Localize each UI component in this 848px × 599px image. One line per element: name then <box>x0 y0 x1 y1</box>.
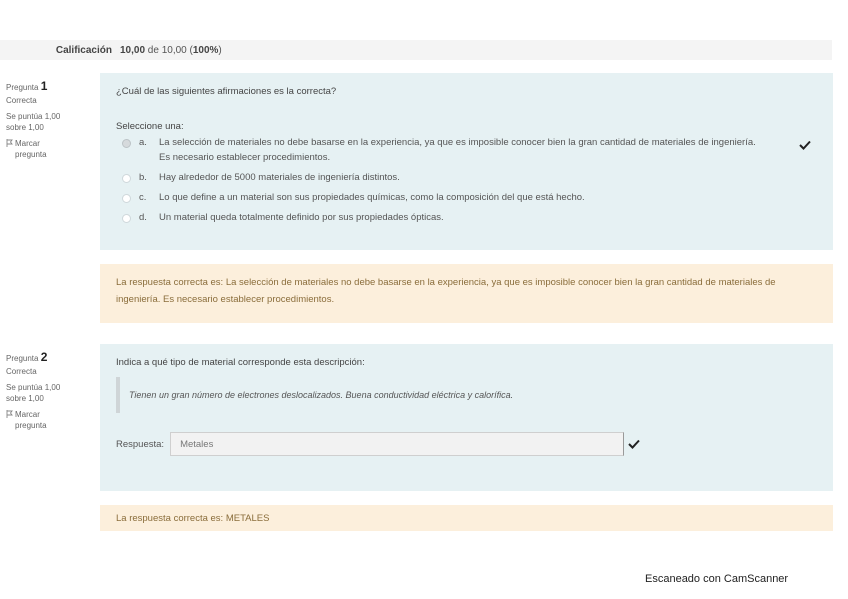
option-b[interactable] <box>116 170 816 185</box>
question-2-feedback <box>100 505 833 531</box>
question-1-num: 1 <box>40 79 48 93</box>
option-b-letter: b. <box>139 172 147 183</box>
question-1-status: Correcta <box>6 96 37 105</box>
question-2-description <box>116 377 616 413</box>
radio-b[interactable] <box>122 174 131 183</box>
option-d-text: Un material queda totalmente definido por sus propiedades ópticas. <box>159 212 444 223</box>
question-2-prefix: Pregunta <box>6 354 39 363</box>
correct-check-icon <box>628 439 640 449</box>
question-2-quote-text: Tienen un gran número de electrones deslocalizados. Buena conductividad eléctrica y calorífica. <box>129 390 514 400</box>
answer-label: Respuesta: <box>116 438 165 450</box>
answer-row <box>116 432 640 456</box>
question-2-number <box>6 352 92 364</box>
grade-summary <box>0 40 832 60</box>
option-d[interactable] <box>116 210 816 225</box>
question-2-flag-button[interactable] <box>6 409 92 431</box>
grade-rest: de 10,00 ( <box>145 44 193 56</box>
grade-score: 10,00 <box>120 44 146 56</box>
question-2-info <box>6 352 92 431</box>
radio-c[interactable] <box>122 194 131 203</box>
answer-value: Metales <box>180 438 214 450</box>
option-a-text: La selección de materiales no debe basarse en la experiencia, ya que es imposible conocer bien la gran cantidad de materiales de ingeniería. Es necesario establecer procedimientos. <box>159 137 756 163</box>
question-1-score-line2: sobre 1,00 <box>6 123 44 132</box>
question-2-score-line2: sobre 1,00 <box>6 394 44 403</box>
question-1-flag-line2: pregunta <box>15 150 47 159</box>
answer-options <box>116 135 816 230</box>
flag-icon <box>6 410 13 418</box>
question-1-text: ¿Cuál de las siguientes afirmaciones es la correcta? <box>116 86 337 97</box>
question-1-content <box>100 73 833 250</box>
question-2-flag-line2: pregunta <box>15 421 47 430</box>
question-1-feedback-text: La respuesta correcta es: La selección de materiales no debe basarse en la experiencia, ya que es imposible conocer bien la gran cantidad de materiales de ingeniería. Es necesario establecer procedimientos. <box>116 277 776 305</box>
question-1-feedback <box>100 264 833 323</box>
question-1-info <box>6 81 92 160</box>
correct-check-icon <box>799 140 811 150</box>
grade-label: Calificación <box>55 44 112 56</box>
option-c[interactable] <box>116 190 816 205</box>
scanner-watermark: Escaneado con CamScanner <box>645 573 789 585</box>
question-2-num: 2 <box>40 350 48 364</box>
radio-a[interactable] <box>122 139 131 148</box>
option-d-letter: d. <box>139 212 147 223</box>
question-1-prompt: Seleccione una: <box>116 121 184 132</box>
answer-input[interactable] <box>170 432 624 456</box>
grade-close: ) <box>218 44 222 56</box>
question-1-flag-button[interactable] <box>6 138 92 160</box>
question-2-content <box>100 344 833 491</box>
question-1-flag-line1: Marcar <box>15 139 40 148</box>
grade-value <box>120 45 222 56</box>
option-b-text: Hay alrededor de 5000 materiales de ingeniería distintos. <box>159 172 400 183</box>
question-2-flag-line1: Marcar <box>15 410 40 419</box>
question-1-score <box>6 111 92 133</box>
flag-icon <box>6 139 13 147</box>
question-1-prefix: Pregunta <box>6 83 39 92</box>
question-1-number <box>6 81 92 93</box>
option-c-letter: c. <box>139 192 147 203</box>
radio-d[interactable] <box>122 214 131 223</box>
grade-percent: 100% <box>192 44 219 56</box>
option-c-text: Lo que define a un material son sus propiedades químicas, como la composición del que está hecho. <box>159 192 585 203</box>
question-2-score-line1: Se puntúa 1,00 <box>6 383 61 392</box>
option-a-letter: a. <box>139 137 147 148</box>
question-2-feedback-text: La respuesta correcta es: METALES <box>116 513 270 524</box>
question-2-text: Indica a qué tipo de material corresponde esta descripción: <box>116 357 365 368</box>
option-a[interactable] <box>116 135 816 165</box>
question-2-score <box>6 382 92 404</box>
question-1-score-line1: Se puntúa 1,00 <box>6 112 61 121</box>
question-2-status: Correcta <box>6 367 37 376</box>
